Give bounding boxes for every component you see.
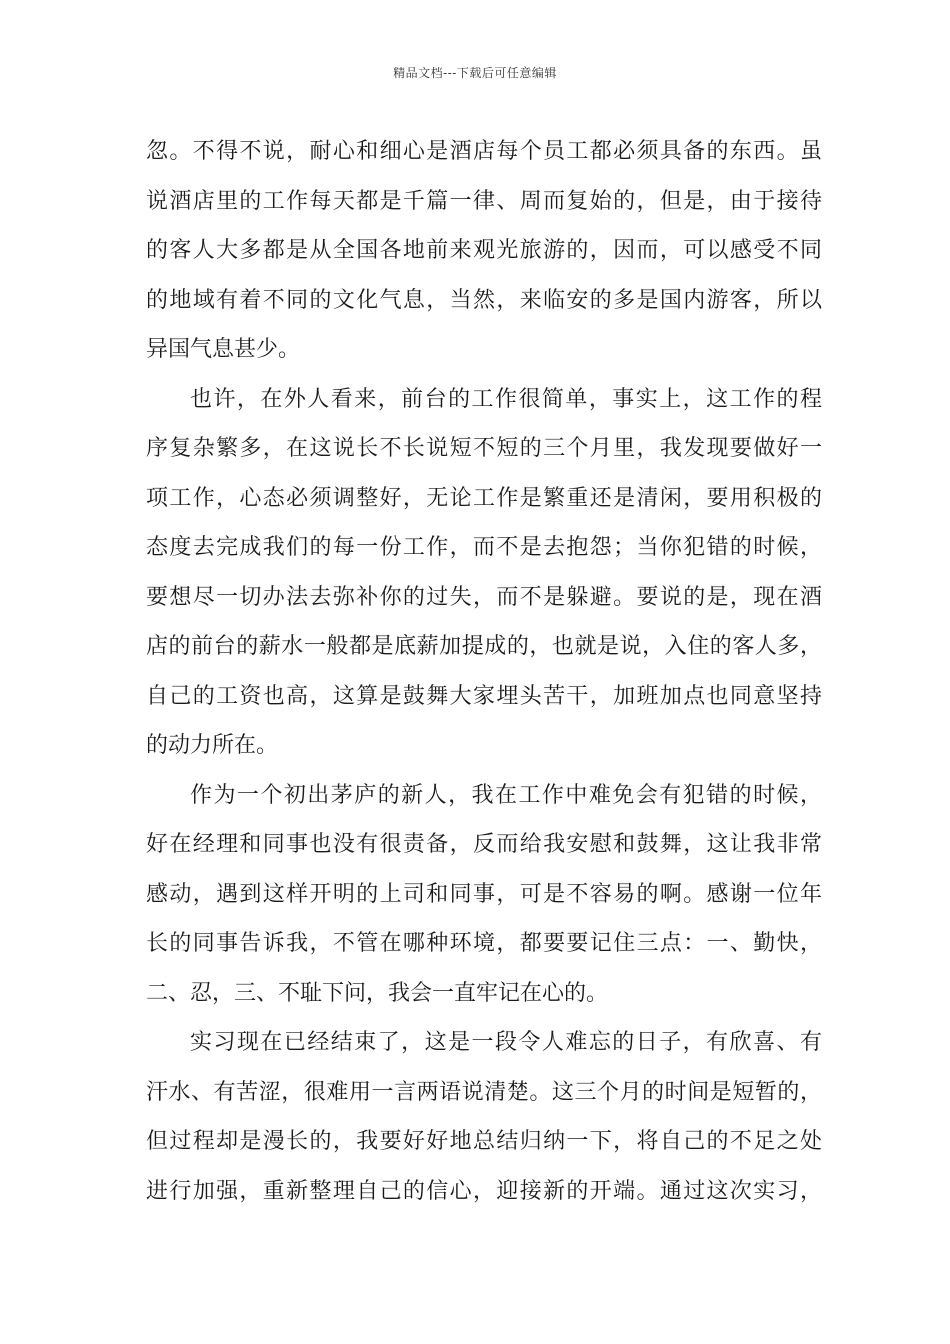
text-line: 说酒店里的工作每天都是千篇一律、周而复始的，但是，由于接待 xyxy=(146,188,822,214)
text-line: 也许，在外人看来，前台的工作很简单，事实上，这工作的程 xyxy=(190,386,822,412)
text-line: 但过程却是漫长的，我要好好地总结归纳一下，将自己的不足之处 xyxy=(146,1129,822,1154)
text-line: 自己的工资也高，这算是鼓舞大家埋头苦干，加班加点也同意坚持 xyxy=(146,683,822,709)
text-line: 异国气息甚少。 xyxy=(146,337,301,362)
text-line: 的客人大多都是从全国各地前来观光旅游的，因而，可以感受不同 xyxy=(146,238,822,263)
text-line: 长的同事告诉我，不管在哪种环境，都要要记住三点：一、勤快， xyxy=(146,931,822,956)
text-line: 二、忍，三、不耻下问，我会一直牢记在心的。 xyxy=(146,980,609,1006)
page-header: 精品文档---下载后可任意编辑 xyxy=(393,66,557,80)
text-line: 汗水、有苦涩，很难用一言两语说清楚。这三个月的时间是短暂的， xyxy=(146,1079,822,1105)
text-line: 要想尽一切办法去弥补你的过失，而不是躲避。要说的是，现在酒 xyxy=(146,584,822,610)
text-line: 实习现在已经结束了，这是一段令人难忘的日子，有欣喜、有 xyxy=(190,1030,822,1055)
text-line: 项工作，心态必须调整好，无论工作是繁重还是清闲，要用积极的 xyxy=(146,485,822,511)
text-line: 感动，遇到这样开明的上司和同事，可是不容易的啊。感谢一位年 xyxy=(146,881,822,907)
text-line: 的地域有着不同的文化气息，当然，来临安的多是国内游客，所以 xyxy=(146,287,822,313)
text-line: 进行加强，重新整理自己的信心，迎接新的开端。通过这次实习， xyxy=(146,1178,822,1204)
body-text xyxy=(146,127,822,1216)
text-line: 作为一个初出茅庐的新人，我在工作中难免会有犯错的时候， xyxy=(190,782,822,808)
text-line: 态度去完成我们的每一份工作，而不是去抱怨；当你犯错的时候， xyxy=(146,535,822,560)
text-line: 忽。不得不说，耐心和细心是酒店每个员工都必须具备的东西。虽 xyxy=(146,139,822,164)
text-line: 店的前台的薪水一般都是底薪加提成的，也就是说，入住的客人多， xyxy=(146,634,822,659)
text-line: 好在经理和同事也没有很责备，反而给我安慰和鼓舞，这让我非常 xyxy=(146,832,822,857)
text-line: 的动力所在。 xyxy=(146,733,279,758)
text-line: 序复杂繁多，在这说长不长说短不短的三个月里，我发现要做好一 xyxy=(146,436,822,461)
